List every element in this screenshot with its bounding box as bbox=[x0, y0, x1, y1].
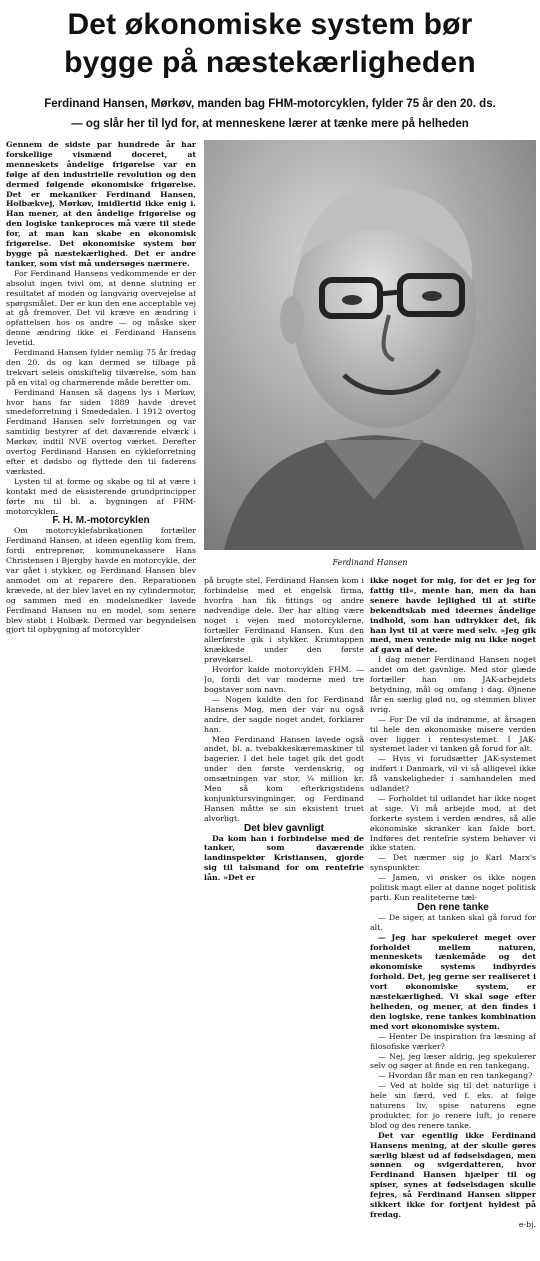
section-heading: Den rene tanke bbox=[417, 901, 489, 913]
headline bbox=[0, 6, 540, 82]
paragraph: — Forholdet til udlandet har ikke noget at sige. Vi må arbejde mod, at det forkerte system i verden ændres, så alle økonomiske skranker kan falde bort. Indføres det rentefrie system behøver vi ikke staten. bbox=[370, 793, 536, 853]
section-heading: Det blev gavnligt bbox=[243, 822, 324, 834]
lead-paragraph: Gennem de sidste par hundrede år har forskellige vismænd doceret, at menneskets åndelige frigørelse var en følge af den industrielle revolution og den dermed følgende økonomiske frigørelse. Det er mekaniker Ferdinand Hansen, Holbækvej, Mørkøv, imidlertid ikke enig i. Han mener, at den åndelige frigørelse og den logiske tankeproces må være til stede for, at man kan skabe en økonomisk frigørelse. Det økonomiske system bør bygge på næstekærlighed. Det er andre tanker, som vist må undersøges nærmere. bbox=[6, 140, 196, 268]
byline-signature: e-bj. bbox=[518, 1219, 536, 1229]
portrait-photo bbox=[204, 140, 536, 550]
paragraph: — Nogen kaldte den for Ferdinand Hansens Møg, men der var nu også andre, der sagde noget andet, forklarer han. bbox=[204, 694, 364, 734]
paragraph: — Jeg har spekuleret meget over forholdet mellem naturen, menneskets tænkemåde og det økonomiske systems indbyrdes forhold. Det, jeg gerne ser realiseret i vort økonomiske system, er næstekærlighed. Vi skal søge efter helheden, og mener, at den findes i den logiske, rene tankes kombination med vort økonomiske system. bbox=[370, 932, 536, 1031]
subheadline bbox=[8, 94, 532, 134]
paragraph: ikke noget for mig, for det er jeg for fattig til«, mente han, men da han senere havde lejlighed til at stifte bekendtskab med ideernes åndelige indhold, som han udtrykker det, fik han lyst til at være med selv. »Jeg gik med, men ventede mig nu ikke noget af gavn af dete. bbox=[370, 576, 536, 655]
paragraph: — Henter De inspiration fra læsning af filosofiske værker? bbox=[370, 1031, 536, 1051]
paragraph: på brugte stel, Ferdinand Hansen kom i forbindelse med et engelsk firma, hvorfra han fik fittings og andre nødvendige dele. Der har alting være noget i vejen med motorcyklerne, fortæller Ferdinand Hansen. Kun den allerførste gik i stykker. Krumtappen knækkede under den første prøvekørsel. bbox=[204, 576, 364, 665]
article-column-1 bbox=[6, 140, 196, 1260]
article-column-3 bbox=[370, 576, 536, 1260]
paragraph: — Hvis vi forudsætter JAK-systemet indført i Danmark, vil vi så alligevel ikke få vanskeligheder i samhandelen med udlandet? bbox=[370, 754, 536, 794]
paragraph: Da kom han i forbindelse med de tanker, som daværende landinspektør Kristiansen, gjorde sig til talsmand for om rentefrie lån. »Det er bbox=[204, 833, 364, 883]
paragraph: — Jamen, vi ønsker os ikke nogen politisk magt eller at danne noget politisk parti. Kun realiteterne tæl- bbox=[370, 873, 536, 902]
paragraph: Det var egentlig ikke Ferdinand Hansens mening, at der skulle gøres særlig blæst ud af fødselsdagen, men sønnen og svigerdatteren, hvor Ferdinand Hansen hjælper til og spiser, synes at fødselsdagen skulle fejres, så Ferdinand Hansen slipper sikkert ikke for fortjent hyldest på fredag. bbox=[370, 1130, 536, 1219]
paragraph: Men Ferdinand Hansen lavede også andet, bl. a. tvebakkeskæremaskiner til bagerier. I det hele taget gik det godt under den første verdenskrig, og omsætningen var stor, ¼ million kr. Men så kom efterkrigstidens konjunktursvingninger, og Ferdinand Hansen måtte se sin eksistent truet alvorligt. bbox=[204, 734, 364, 823]
article-column-2 bbox=[204, 576, 364, 996]
paragraph: Lysten til at forme og skabe og til at være i kontakt med de eksisterende grundprincipper førte nu til bl. a. bygningen af FHM-motorcyklen. bbox=[6, 476, 196, 516]
portrait-illustration bbox=[204, 140, 536, 550]
paragraph: Hvorfor kalde motorcyklen FHM. — Jo, fordi det var moderne med tre bogstaver som navn. bbox=[204, 665, 364, 694]
paragraph: Ferdinand Hansen så dagens lys i Mørkøv, hvor hans far siden 1889 havde drevet smedeforretning i Smededalen. I 1912 overtog Ferdinand Hansen selv forretningen og var samtidig bestyrer af det daværende elværk i Mørkøv, indtil NVE overtog værket. Derefter overtog Ferdinand Hansen en cykleforretning efter et dødsbo og flyttede den til faderens værksted. bbox=[6, 387, 196, 476]
paragraph: For Ferdinand Hansens vedkommende er der absolut ingen tvivl om, at denne slutning er resultatet af moden og langvarig overvejelse af spørgsmålet. Der er kun den ene acceptable vej at gå fremover. Det vil kræve en ændring i opfattelsen hos os andre — og måske sker denne ændring ikke ei Ferdinand Hansens levetid. bbox=[6, 268, 196, 348]
paragraph: Om motorcyklefabrikationen fortæller Ferdinand Hansen, at ideen egentlig kom frem, fordi entreprenør, kommunekassere Hans Christensen i Bjergby havde en motorcykle, der var gået i stykker, og Ferdinand Hansen blev anmodet om at reparere den. Reparationen krævede, at der blev lavet en ny cylindermotor, og sammen med en modelsnedker lavede Ferdinand Hansen nu en model, som senere blev støbt i Holbæk. Dermed var begyndelsen gjort til opbygning af motorcykler bbox=[6, 526, 196, 635]
paragraph: — For De vil da indrømme, at årsagen til hele den økonomiske misere verden over ligger i rentesystemet. I JAK-systemet lader vi tanken gå forud for alt. bbox=[370, 714, 536, 754]
headline-line-1: Det økonomiske system bør bbox=[67, 8, 473, 41]
paragraph: — De siger, at tanken skal gå forud for alt. bbox=[370, 912, 536, 932]
paragraph: I dag mener Ferdinand Hansen noget andet om det gavnlige. Med stor glæde fortæller han om JAK-arbejdets betydning, mål og omfang i dag. Øjnene får en særlig glød nu, og stemmen bliver ivrig. bbox=[370, 655, 536, 714]
paragraph: — Ved at holde sig til det naturlige i hele sin færd, ved f. eks. at følge naturens liv, spise naturens egne produkter, for jo renere luft, jo renere blod og des renere tanke. bbox=[370, 1081, 536, 1130]
subheadline-line-2: — og slår her til lyd for, at menneskene lærer at tænke mere på helheden bbox=[71, 118, 469, 130]
subheadline-line-1: Ferdinand Hansen, Mørkøv, manden bag FHM-motorcyklen, fylder 75 år den 20. ds. bbox=[44, 98, 496, 110]
headline-line-2: bygge på næstekærligheden bbox=[64, 46, 476, 79]
paragraph: — Hvordan får man en ren tankegang? bbox=[378, 1071, 533, 1081]
paragraph: — Nej, jeg læser aldrig, jeg spekulerer selv og søger at finde en ren tankegang. bbox=[370, 1051, 536, 1071]
section-heading: F. H. M.-motorcyklen bbox=[52, 515, 150, 527]
photo-caption: Ferdinand Hansen bbox=[332, 558, 408, 567]
paragraph: Ferdinand Hansen fylder nemlig 75 år fredag den 20. ds og kan dermed se tilbage på trekvart seleis omskiftelig tilværelse, som han på en vital og charmerende måde beretter om. bbox=[6, 348, 196, 387]
paragraph: — Det nærmer sig jo Karl Marx's synspunkter. bbox=[370, 853, 536, 873]
